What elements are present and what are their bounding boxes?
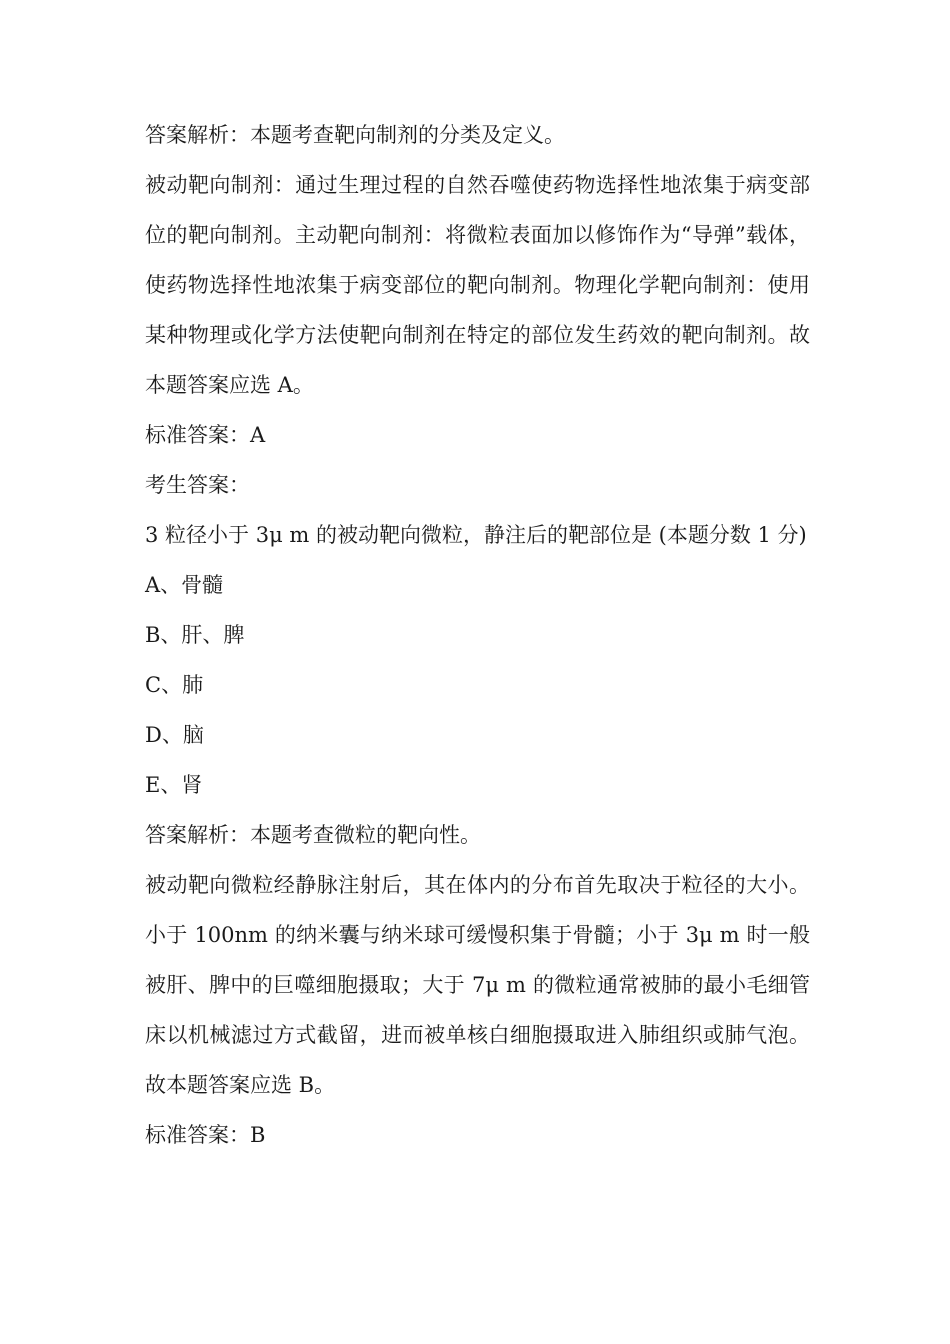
question-text: 3 粒径小于 3μ m 的被动靶向微粒，静注后的靶部位是 (本题分数 1 分) [145, 523, 807, 547]
option-d: D、脑 [145, 723, 204, 747]
answer-analysis-heading: 答案解析：本题考查微粒的靶向性。 [145, 823, 481, 847]
answer-analysis-heading: 答案解析：本题考查靶向制剂的分类及定义。 [145, 123, 565, 147]
option-a: A、骨髓 [145, 573, 224, 597]
document-page [145, 110, 810, 1160]
standard-answer: 标准答案：B [145, 1123, 266, 1147]
analysis-paragraph: 被动靶向微粒经静脉注射后，其在体内的分布首先取决于粒径的大小。小于 100nm 的纳米囊与纳米球可缓慢积集于骨髓；小于 3μ m 时一般被肝、脾中的巨噬细胞摄取；大于 7μ m 的微粒通常被肺的最小毛细管床以机械滤过方式截留，进而被单核白细胞摄取进入肺组织或肺气泡。故本题答案应选 B。 [145, 873, 810, 1097]
option-c: C、肺 [145, 673, 204, 697]
option-e: E、肾 [145, 773, 203, 797]
analysis-paragraph: 被动靶向制剂：通过生理过程的自然吞噬使药物选择性地浓集于病变部位的靶向制剂。主动靶向制剂：将微粒表面加以修饰作为“导弹”载体，使药物选择性地浓集于病变部位的靶向制剂。物理化学靶向制剂：使用某种物理或化学方法使靶向制剂在特定的部位发生药效的靶向制剂。故本题答案应选 A。 [145, 173, 810, 397]
candidate-answer: 考生答案： [145, 473, 250, 497]
standard-answer: 标准答案：A [145, 423, 266, 447]
option-b: B、肝、脾 [145, 623, 245, 647]
